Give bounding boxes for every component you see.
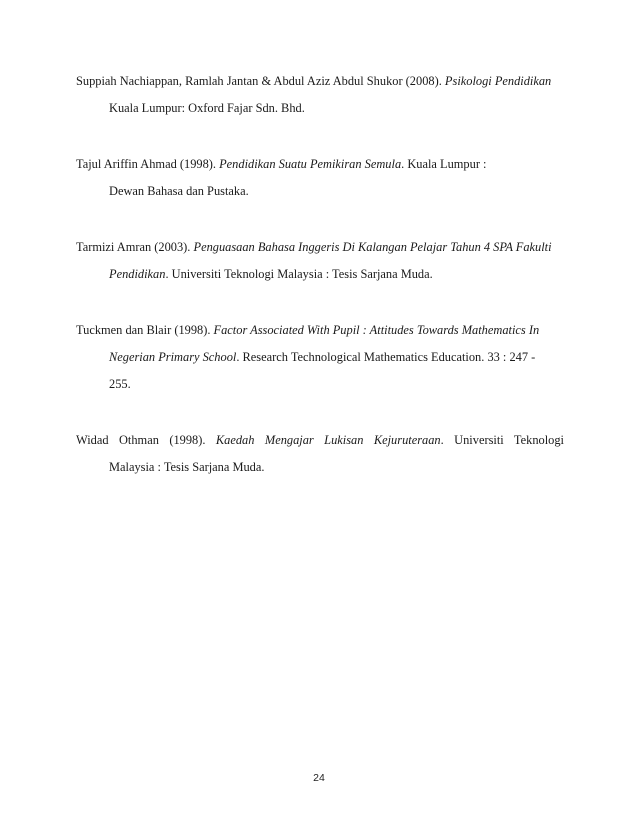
reference-text: Kuala Lumpur: Oxford Fajar Sdn. Bhd. (109, 101, 305, 115)
reference-text: Dewan Bahasa dan Pustaka. (109, 184, 249, 198)
reference-text: . Research Technological Mathematics Education. 33 : 247 - (236, 350, 536, 364)
reference-first-line (76, 431, 564, 458)
reference-continuation-line (76, 99, 564, 126)
reference-text: Malaysia : Tesis Sarjana Muda. (109, 460, 265, 474)
reference-text: . Universiti Teknologi Malaysia : Tesis Sarjana Muda. (165, 267, 433, 281)
reference-entry (76, 431, 564, 485)
reference-continuation-line (76, 182, 564, 209)
reference-entry (76, 238, 564, 292)
reference-first-line (76, 72, 564, 99)
reference-text: Suppiah Nachiappan, Ramlah Jantan & Abdul Aziz Abdul Shukor (2008). (76, 74, 445, 88)
reference-italic-text: Psikologi Pendidikan (444, 74, 552, 88)
reference-list (76, 72, 564, 514)
reference-continuation-line (76, 265, 564, 292)
reference-italic-text: Pendidikan Suatu Pemikiran Semula (219, 157, 402, 171)
reference-first-line (76, 155, 564, 182)
reference-continuation-line (76, 458, 564, 485)
reference-text: Tuckmen dan Blair (1998). (76, 323, 214, 337)
reference-italic-text: Kaedah Mengajar Lukisan Kejuruteraan (215, 433, 441, 447)
reference-text: . Universiti Teknologi (440, 433, 564, 447)
reference-italic-text: Pendidikan (109, 267, 166, 281)
reference-text: 255. (109, 377, 131, 391)
reference-continuation-line (76, 375, 564, 402)
reference-continuation-line (76, 348, 564, 375)
reference-text: . Kuala Lumpur : (401, 157, 487, 171)
page-number: 24 (313, 772, 325, 784)
reference-entry (76, 155, 564, 209)
reference-first-line (76, 238, 564, 265)
reference-italic-text: Negerian Primary School (109, 350, 237, 364)
reference-entry (76, 321, 564, 402)
reference-entry (76, 72, 564, 126)
reference-text: Tajul Ariffin Ahmad (1998). (76, 157, 220, 171)
reference-italic-text: Factor Associated With Pupil : Attitudes Towards Mathematics In (213, 323, 540, 337)
reference-italic-text: Penguasaan Bahasa Inggeris Di Kalangan Pelajar Tahun 4 SPA Fakulti (193, 240, 552, 254)
reference-text: Tarmizi Amran (2003). (76, 240, 194, 254)
reference-text: Widad Othman (1998). (76, 433, 216, 447)
reference-first-line (76, 321, 564, 348)
